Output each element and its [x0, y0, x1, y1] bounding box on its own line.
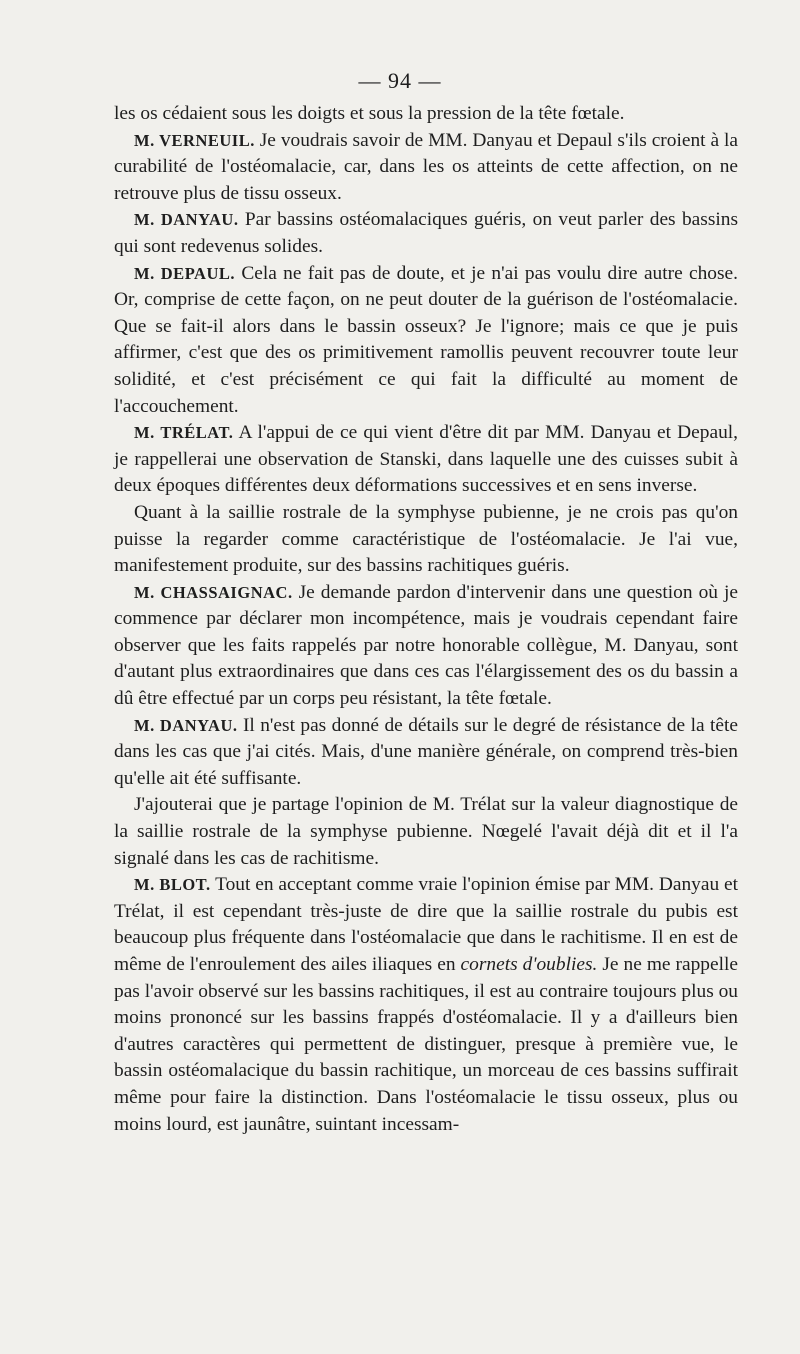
body-text — [114, 101, 738, 1138]
speaker-name: M. TRÉLAT. — [134, 423, 234, 443]
paragraph-text: Je demande pardon d'intervenir dans une question où je commence par déclarer mon incompétence, mais je voudrais cependant faire observer que les faits rappelés par notre honorable collègue, M. Danyau, sont d'autant plus extraordinaires que dans ces cas l'élargissement des os du bassin a dû être effectué par un corps peu résistant, la tête fœtale. — [114, 581, 738, 710]
paragraph-text: Je ne me rappelle pas l'avoir observé sur les bassins rachitiques, il est au contraire toujours plus ou moins prononcé sur les bassins frappés d'ostéomalacie. Il y a d'ailleurs bien d'autres caractères qui permettent de distinguer, presque à première vue, le bassin ostéomalacique du bassin rachitique, un morceau de ces bassins suffirait même pour faire la distinction. Dans l'ostéomalacie le tissu osseux, plus ou moins lourd, est jaunâtre, suintant incessam- — [114, 954, 738, 1135]
paragraph-text: les os cédaient sous les doigts et sous la pression de la tête fœtale. — [114, 103, 625, 124]
paragraph-text: Cela ne fait pas de doute, et je n'ai pas voulu dire autre chose. Or, comprise de cette façon, on ne peut douter de la guérison de l'ostéomalacie. Que se fait-il alors dans le bassin osseux? Je l'ignore; mais ce que je puis affirmer, c'est que des os primitivement ramollis peuvent recouvrer toute leur solidité, et c'est précisément ce qui fait la difficulté au moment de l'accouchement. — [114, 262, 738, 417]
page-number: — 94 — — [358, 68, 442, 93]
paragraph — [114, 713, 738, 793]
paragraph — [114, 420, 738, 500]
speaker-name: M. VERNEUIL. — [134, 130, 255, 150]
speaker-name: M. DANYAU. — [134, 715, 238, 735]
speaker-name: M. DANYAU. — [134, 210, 239, 230]
paragraph — [114, 207, 738, 260]
paragraph-text: A l'appui de ce qui vient d'être dit par MM. Danyau et Depaul, je rappellerai une observation de Stanski, dans laquelle une des cuisses subit à deux époques différentes deux déformations successives et en sens inverse. — [114, 422, 739, 497]
paragraph — [114, 128, 738, 208]
paragraph-text: J'ajouterai que je partage l'opinion de M. Trélat sur la valeur diagnostique de la saillie rostrale de la symphyse pubienne. Nœgelé l'avait déjà dit et il l'a signalé dans les cas de rachitisme. — [114, 794, 738, 869]
paragraph-text: Je voudrais savoir de MM. Danyau et Depaul s'ils croient à la curabilité de l'ostéomalacie, car, dans les os atteints de cette affection, on ne retrouve plus de tissu osseux. — [114, 129, 738, 204]
italic-phrase: cornets d'oublies. — [460, 954, 598, 975]
paragraph — [114, 792, 738, 872]
paragraph — [114, 261, 738, 421]
speaker-name: M. CHASSAIGNAC. — [134, 582, 293, 602]
paragraph-text: Quant à la saillie rostrale de la symphyse pubienne, je ne crois pas qu'on puisse la regarder comme caractéristique de l'ostéomalacie. Je l'ai vue, manifestement produite, sur des bassins rachitiques guéris. — [114, 501, 738, 577]
paragraph-text: Tout en acceptant comme vraie l'opinion émise par MM. Danyau et Trélat, il est cependant très-juste de dire que la saillie rostrale du pubis est beaucoup plus fréquente dans l'ostéomalacie que dans le rachitisme. Il en est de même de l'enroulement des ailes iliaques en — [114, 874, 739, 975]
speaker-name: M. BLOT. — [134, 875, 211, 895]
paragraph-text: Par bassins ostéomalaciques guéris, on veut parler des bassins qui sont redevenus solides. — [114, 209, 738, 257]
paragraph — [114, 500, 738, 580]
speaker-name: M. DEPAUL. — [134, 263, 236, 283]
paragraph — [114, 872, 738, 1138]
paragraph-text: Il n'est pas donné de détails sur le degré de résistance de la tête dans les cas que j'ai cités. Mais, d'une manière générale, on comprend très-bien qu'elle ait été suffisante. — [114, 714, 738, 789]
paragraph — [114, 580, 738, 713]
paragraph — [114, 101, 738, 128]
